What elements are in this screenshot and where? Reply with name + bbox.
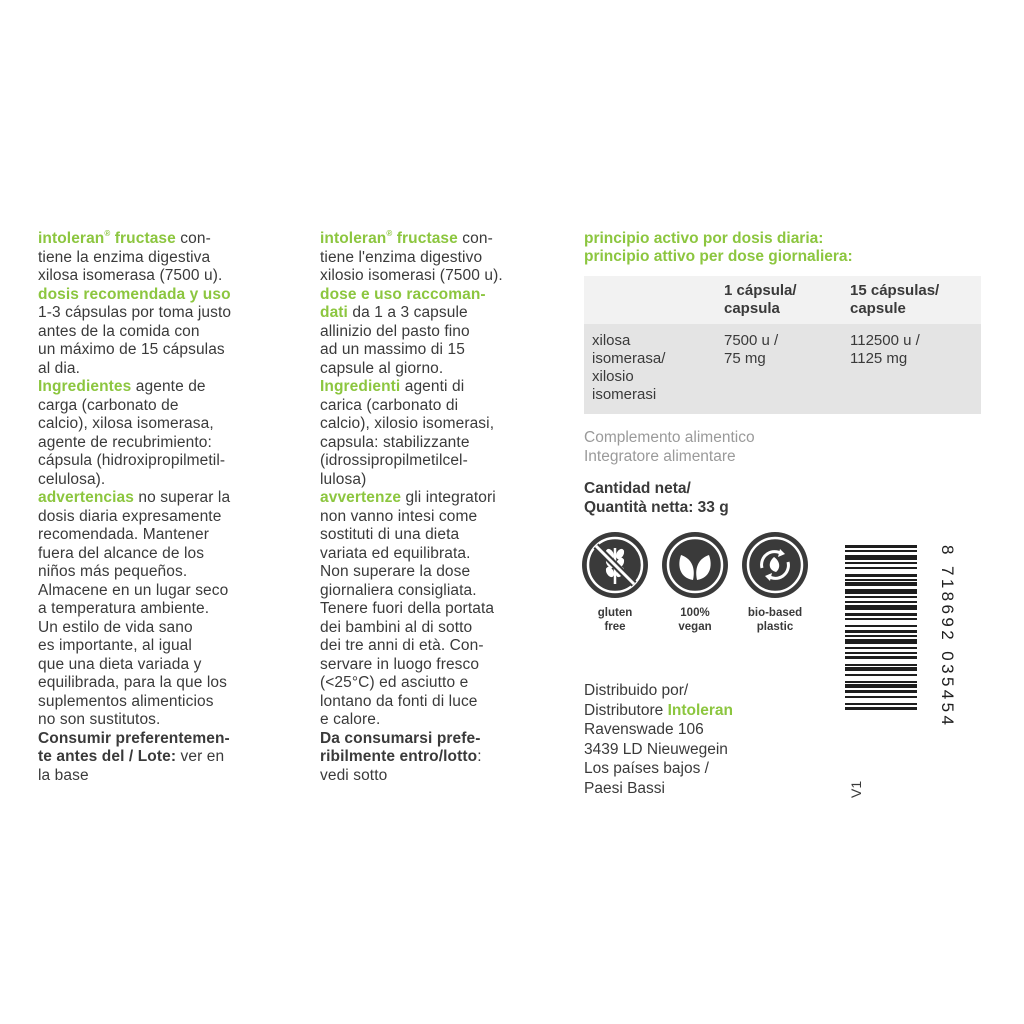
- table-row: [584, 324, 981, 414]
- barcode-bar: [845, 674, 917, 676]
- barcode-bar: [845, 667, 917, 670]
- es-intro: intoleran® fructase con-: [38, 229, 211, 247]
- badge-label: bio-based: [747, 607, 803, 619]
- barcode-bar: [845, 618, 917, 620]
- it-warn-line: Non superare la dose: [320, 563, 471, 580]
- it-dose-line: allinizio del pasto fino: [320, 322, 470, 340]
- barcode-bar: [845, 664, 917, 666]
- it-ing-line: calcio), xilosio isomerasi,: [320, 415, 495, 432]
- es-dose-line: al dia.: [38, 359, 81, 377]
- it-ing-line: carica (carbonato di: [320, 396, 459, 414]
- es-ing-line: celulosa).: [38, 470, 106, 488]
- barcode-bar: [845, 596, 917, 598]
- vegan-badge: [658, 530, 732, 634]
- it-warnings: avvertenze gli integratori: [320, 489, 496, 506]
- it-warn-line: dei tre anni di età. Con-: [320, 637, 484, 654]
- it-ing-line: lulosa): [320, 470, 367, 488]
- barcode-number: 8 718692 035454: [938, 545, 957, 729]
- es-best-before-lot: te antes del / Lote: ver en: [38, 748, 225, 765]
- barcode-bar: [845, 567, 917, 569]
- it-warn-line: servare in luogo fresco: [320, 655, 480, 673]
- barcode-bars: [845, 545, 917, 751]
- table-header-row: [584, 276, 981, 324]
- version-tag: V1: [848, 780, 864, 798]
- it-ingredients: Ingredienti agenti di: [320, 378, 465, 395]
- distributor-country: Los países bajos /: [584, 760, 709, 777]
- barcode-bar: [845, 656, 917, 659]
- es-best-before-line: la base: [38, 766, 89, 784]
- es-warn-line: Un estilo de vida sano: [38, 618, 193, 636]
- es-warn-line: suplementos alimenticios: [38, 692, 214, 710]
- es-warn-line: no son sustitutos.: [38, 711, 161, 728]
- barcode-bar: [845, 696, 917, 698]
- net-quantity: Cantidad neta/ Quantità netta: 33 g: [584, 480, 729, 516]
- es-ing-line: carga (carbonato de: [38, 396, 179, 414]
- certification-icons: [578, 530, 818, 650]
- barcode-bar: [845, 630, 917, 633]
- es-ing-line: agente de recubrimiento:: [38, 433, 212, 451]
- it-warn-line: dei bambini al di sotto: [320, 618, 473, 636]
- barcode-bar: [845, 582, 917, 585]
- barcode-bar: [845, 635, 917, 637]
- it-dose: dati da 1 a 3 capsule: [320, 304, 468, 321]
- table-cell-ingredient: xilosa isomerasa/ xilosio isomerasi: [584, 324, 716, 414]
- nutrition-panel: [584, 230, 982, 517]
- table-cell-fifteen-capsules: 112500 u / 1125 mg: [842, 324, 981, 414]
- barcode-bar: [845, 589, 917, 594]
- barcode-bar: [845, 545, 917, 548]
- es-best-before: Consumir preferentemen-: [38, 729, 230, 747]
- barcode-bar: [845, 639, 917, 644]
- it-best-before: Da consumarsi prefe-: [320, 729, 481, 747]
- badge-label: gluten: [597, 607, 633, 619]
- it-dose-title: dose e uso raccoman-: [320, 285, 486, 303]
- es-warn-line: niños más pequeños.: [38, 563, 188, 580]
- gluten-free-icon: [580, 530, 650, 600]
- barcode-bar: [845, 684, 917, 687]
- es-ing-line: cápsula (hidroxipropilmetil-: [38, 452, 226, 469]
- supplement-it: Integratore alimentare: [584, 448, 736, 465]
- bio-plastic-icon: [740, 530, 810, 600]
- distributor-name: Distributore Intoleran: [584, 701, 734, 719]
- es-dose-line: antes de la comida con: [38, 322, 200, 340]
- es-ing-line: calcio), xilosa isomerasa,: [38, 415, 214, 432]
- es-dose-line: un máximo de 15 cápsulas: [38, 341, 225, 358]
- bio-plastic-badge: [738, 530, 812, 634]
- it-intro-line: xilosio isomerasi (7500 u).: [320, 267, 503, 284]
- barcode-bar: [845, 550, 917, 552]
- it-intro: intoleran® fructase con-: [320, 229, 493, 247]
- it-intro-line: tiene l'enzima digestivo: [320, 248, 483, 266]
- es-warn-line: a temperatura ambiente.: [38, 600, 210, 617]
- barcode-bar: [845, 703, 917, 705]
- es-ingredients: Ingredientes agente de: [38, 378, 206, 395]
- it-warn-line: non vanno intesi come: [320, 507, 478, 525]
- it-warn-line: e calore.: [320, 711, 381, 728]
- table-header-fifteen-capsules: 15 cápsulas/ capsule: [842, 276, 981, 324]
- it-dose-line: ad un massimo di 15: [320, 341, 465, 358]
- badge-label: free: [604, 621, 626, 633]
- table-cell-one-capsule: 7500 u / 75 mg: [716, 324, 842, 414]
- barcode-bar: [845, 652, 917, 654]
- barcode-bar: [845, 647, 917, 649]
- distributor-country: Paesi Bassi: [584, 779, 665, 797]
- es-intro-line: tiene la enzima digestiva: [38, 248, 211, 266]
- es-warn-line: recomendada. Mantener: [38, 526, 209, 543]
- it-ing-line: capsula: stabilizzante: [320, 433, 470, 451]
- barcode-bar: [845, 579, 917, 581]
- badge-label: 100%: [680, 607, 710, 619]
- distributor-street: Ravenswade 106: [584, 721, 704, 738]
- it-warn-line: Tenere fuori della portata: [320, 600, 495, 617]
- active-ingredient-table: [584, 276, 981, 414]
- es-warn-line: fuera del alcance de los: [38, 544, 205, 562]
- es-warnings: advertencias no superar la: [38, 489, 231, 506]
- es-intro-line: xilosa isomerasa (7500 u).: [38, 267, 223, 284]
- vegan-leaf-icon: [660, 530, 730, 600]
- table-header-one-capsule: 1 cápsula/ capsula: [716, 276, 842, 324]
- it-warn-line: sostituti di una dieta: [320, 526, 460, 543]
- distributor-label: Distribuido por/: [584, 682, 689, 699]
- barcode-bar: [845, 681, 917, 683]
- table-header-empty: [584, 276, 716, 324]
- barcode-bar: [845, 555, 917, 560]
- es-warn-line: equilibrada, para la que los: [38, 674, 227, 691]
- barcode-bar: [845, 690, 917, 693]
- supplement-es: Complemento alimentico: [584, 429, 755, 446]
- barcode-bar: [845, 601, 917, 603]
- distributor-city: 3439 LD Nieuwegein: [584, 740, 728, 758]
- it-warn-line: (<25°C) ed asciutto e: [320, 674, 469, 691]
- it-dose-line: capsule al giorno.: [320, 359, 444, 377]
- gluten-free-badge: [578, 530, 652, 634]
- it-best-before-line: vedi sotto: [320, 766, 388, 784]
- es-warn-line: que una dieta variada y: [38, 655, 202, 673]
- badge-label: plastic: [756, 621, 794, 633]
- badge-label: vegan: [678, 621, 712, 633]
- barcode-bar: [845, 562, 917, 564]
- active-title-es: principio activo por dosis diaria:: [584, 230, 824, 247]
- barcode: [845, 545, 970, 795]
- es-warn-line: Almacene en un lugar seco: [38, 581, 229, 599]
- barcode-bar: [845, 613, 917, 616]
- barcode-bar: [845, 574, 917, 577]
- es-dose-title: dosis recomendada y uso: [38, 285, 231, 303]
- it-best-before-lot: ribilmente entro/lotto:: [320, 748, 482, 765]
- it-warn-line: giornaliera consigliata.: [320, 581, 477, 599]
- es-warn-line: es importante, al igual: [38, 637, 192, 654]
- active-title-it: principio attivo per dose giornaliera:: [584, 248, 853, 265]
- spanish-text-column: [38, 230, 296, 785]
- es-dose-line: 1-3 cápsulas por toma justo: [38, 304, 232, 321]
- italian-text-column: [320, 230, 552, 785]
- it-ing-line: (idrossipropilmetilcel-: [320, 452, 468, 469]
- it-warn-line: lontano da fonti di luce: [320, 692, 478, 710]
- es-warn-line: dosis diaria expresamente: [38, 507, 222, 525]
- barcode-bar: [845, 707, 917, 710]
- barcode-bar: [845, 605, 917, 610]
- barcode-bar: [845, 625, 917, 627]
- distributor-address: [584, 681, 733, 798]
- it-warn-line: variata ed equilibrata.: [320, 544, 471, 562]
